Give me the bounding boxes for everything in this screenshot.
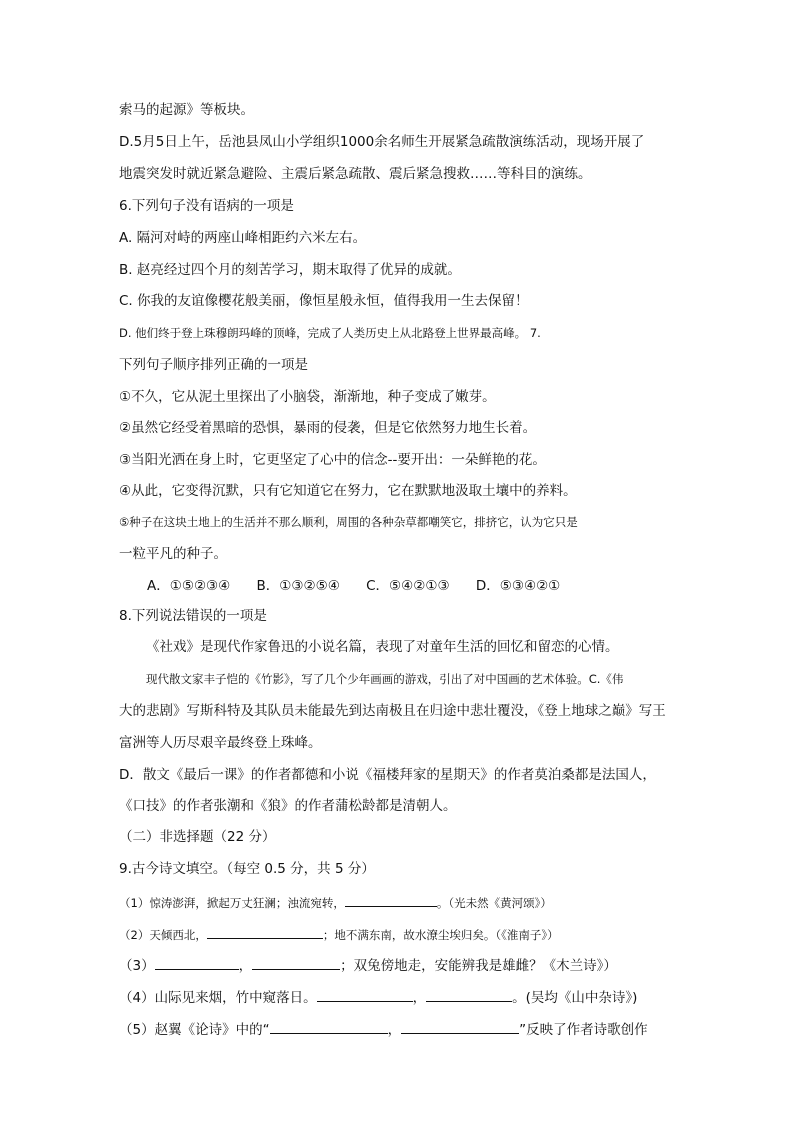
comma: ， bbox=[387, 1022, 402, 1038]
fill-item-1-text: （1）惊涛澎湃，掀起万丈狂澜；浊流宛转， bbox=[119, 896, 345, 910]
q7-option-a: A．①⑤②③④ bbox=[147, 578, 231, 594]
question-8-option-b: 现代散文家丰子恺的《竹影》，写了几个少年画画的游戏，引出了对中国画的艺术体验。C.《伟 bbox=[146, 672, 624, 686]
q7-option-c: C．⑤④②①③ bbox=[366, 578, 450, 594]
fill-item-3 bbox=[119, 954, 617, 976]
q7-option-d: D．⑤③④②① bbox=[475, 578, 561, 594]
question-6-title: 6.下列句子没有语病的一项是 bbox=[119, 198, 294, 214]
comma: ， bbox=[238, 958, 253, 974]
comma: ， bbox=[412, 990, 427, 1006]
question-8-option-c-line-3: 富洲等人历尽艰辛最终登上珠峰。 bbox=[119, 735, 322, 751]
answer-blank[interactable] bbox=[270, 1018, 388, 1034]
answer-blank[interactable] bbox=[317, 986, 413, 1002]
sentence-2: ②虽然它经受着黑暗的恐惧，暴雨的侵袭，但是它依然努力地生长着。 bbox=[119, 420, 537, 436]
q7-option-b: B．①③②⑤④ bbox=[256, 578, 340, 594]
question-6-option-d: D. 他们终于登上珠穆朗玛峰的顶峰，完成了人类历史上从北路登上世界最高峰。 7. bbox=[119, 326, 541, 340]
answer-blank[interactable] bbox=[426, 986, 512, 1002]
fill-item-1-source: 。（光未然《黄河颂》） bbox=[436, 896, 552, 910]
fill-item-1 bbox=[119, 891, 552, 913]
fill-item-3-text: ；双兔傍地走，安能辨我是雄雌？《木兰诗》） bbox=[340, 958, 617, 974]
option-d-line-2: 地震突发时就近紧急避险、主震后紧急疏散、震后紧急搜救……等科目的演练。 bbox=[119, 166, 592, 182]
fill-item-5 bbox=[119, 1018, 648, 1040]
question-8-option-d-line-2: 《口技》的作者张潮和《狼》的作者蒲松龄都是清朝人。 bbox=[119, 798, 457, 814]
answer-blank[interactable] bbox=[155, 954, 239, 970]
sentence-5-line-2: 一粒平凡的种子。 bbox=[119, 546, 227, 562]
fill-item-4-source: 。(吴均《山中杂诗》) bbox=[512, 990, 638, 1006]
answer-blank[interactable] bbox=[207, 923, 323, 939]
sentence-4: ④从此，它变得沉默，只有它知道它在努力，它在默默地汲取土壤中的养料。 bbox=[119, 483, 577, 499]
fill-item-5-tail: ”反映了作者诗歌创作 bbox=[519, 1022, 648, 1038]
question-8-option-a: 《社戏》是现代作家鲁迅的小说名篇，表现了对童年生活的回忆和留恋的心情。 bbox=[146, 639, 619, 655]
fill-item-2 bbox=[119, 923, 559, 945]
question-8-option-c-line-2: 大的悲剧》写斯科特及其队员未能最先到达南极且在归途中悲壮覆没，《登上地球之巅》写王 bbox=[119, 703, 666, 719]
fill-item-5-text: （5）赵翼《论诗》中的“ bbox=[119, 1022, 270, 1038]
fill-item-4-text: （4）山际见来烟，竹中窥落日。 bbox=[119, 990, 317, 1006]
sentence-1: ①不久，它从泥土里探出了小脑袋，渐渐地，种子变成了嫩芽。 bbox=[119, 389, 496, 405]
question-9-title: 9.古今诗文填空。（每空 0.5 分，共 5 分） bbox=[119, 861, 375, 877]
question-6-option-a: A. 隔河对峙的两座山峰相距约六米左右。 bbox=[119, 230, 367, 246]
fill-item-3-label: （3） bbox=[119, 958, 155, 974]
question-6-option-c: C. 你我的友谊像樱花般美丽，像恒星般永恒，值得我用一生去保留！ bbox=[119, 293, 529, 309]
question-7-title: 下列句子顺序排列正确的一项是 bbox=[119, 357, 308, 373]
sentence-3: ③当阳光洒在身上时，它更坚定了心中的信念--要开出：一朵鲜艳的花。 bbox=[119, 452, 546, 468]
sentence-5-line-1: ⑤种子在这块土地上的生活并不那么顺利，周围的各种杂草都嘲笑它，排挤它，认为它只是 bbox=[119, 515, 578, 529]
answer-blank[interactable] bbox=[252, 954, 340, 970]
question-6-option-b: B. 赵亮经过四个月的刻苦学习，期末取得了优异的成就。 bbox=[119, 262, 461, 278]
section-heading: （二）非选择题（22 分） bbox=[119, 829, 276, 845]
question-7-options bbox=[147, 576, 582, 596]
fill-item-4 bbox=[119, 986, 637, 1008]
text-line: 索马的起源》等板块。 bbox=[119, 102, 254, 118]
question-8-title: 8.下列说法错误的一项是 bbox=[119, 608, 267, 624]
answer-blank[interactable] bbox=[345, 891, 437, 907]
answer-blank[interactable] bbox=[401, 1018, 519, 1034]
question-8-option-d-line-1: D．散文《最后一课》的作者都德和小说《福楼拜家的星期天》的作者莫泊桑都是法国人， bbox=[119, 767, 656, 783]
fill-item-2-text: （2）天倾西北， bbox=[119, 928, 207, 942]
option-d-line-1: D.5月5日上午，岳池县凤山小学组织1000余名师生开展紧急疏散演练活动，现场开展了 bbox=[119, 134, 645, 150]
fill-item-2-source: ；地不满东南，故水潦尘埃归矣。（《淮南子》） bbox=[322, 928, 559, 942]
